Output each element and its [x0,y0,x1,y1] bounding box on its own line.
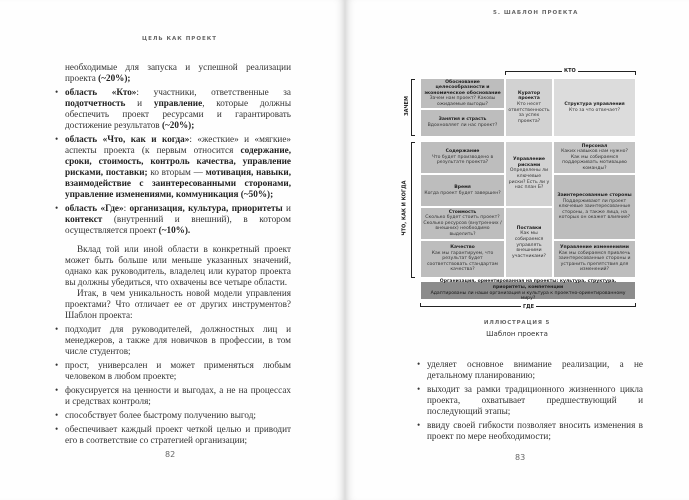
list-item [65,360,291,382]
text: (внутренний и внешний), в котором осуществляется проект [65,214,291,235]
cell-scope: Содержание Что будет производено в результате проекта? [420,141,505,174]
list-item [427,359,643,381]
bold-text: (~10%). [158,225,191,235]
list-item [65,134,291,200]
cell-governance: Структура управления Кто за что отвечает? [553,78,636,137]
figure-caption: Шаблон проекта [486,330,548,338]
text: : «жесткие» и «мягкие» аспекты проекта (к первым относится [65,134,291,155]
bold-text: мотивация, навыки, взаимодействие с заинтересованными сторонами, управление изменениями, коммуникация [65,167,291,199]
cell-sponsor: Куратор проекта Кто несет ответственность за успех проекта? [505,78,553,137]
cell-procurement: Поставки Как мы собираемся управлять внешними участниками? [505,207,553,278]
list-item [65,324,291,357]
paragraph [65,288,291,321]
text: и [125,98,154,108]
cell-quality: Качество Как мы гарантируем, что результат будет соответствовать стандартам качества? [420,240,505,278]
list-item [65,203,291,236]
cell-organization: Организация, ориентированная на проекты: культура, структура, приоритеты, компетенции Адаптированы ли наши организация и культура к проектно-ориентированному миру? [420,281,636,300]
text: ко вторым — [147,167,206,177]
bullet-list [65,324,291,446]
text: : участники, ответственные за [136,87,291,97]
cell-stakeholders: Заинтересованные стороны Поддерживают ли проект ключевые заинтересованные стороны, а также лица, на которых он окажет влияние? [553,174,636,240]
text: ввиду своей гибкости позволяет вносить изменения в проект по мере необходимости; [427,420,643,441]
text: , которые должны обеспечить проект ресурсами и гарантировать достижение результатов [65,98,291,130]
text: фокусируется на ценности и выгодах, а не на процессах и средствах контроля; [65,385,291,406]
figure-label: ИЛЛЮСТРАЦИЯ 5 [483,320,551,326]
text: способствует более быстрому получению выгод; [65,410,256,420]
bold-text: область «Кто» [65,87,137,97]
cell-change: Управление изменениями Как мы собираемся привлечь заинтересованные стороны и устранить препятствия для изменений? [553,240,636,278]
text: Итак, в чем уникальность новой модели управления проектами? Что отличает ее от других инструментов? Шаблон проекта: [65,288,291,320]
list-item [65,87,291,131]
list-item [427,384,643,417]
bold-text: область «Где» [65,203,124,213]
left-body-text [65,62,291,449]
paragraph [65,244,291,288]
cell-people: Персонал Каких навыков нам нужно? Как мы собираемся поддерживать мотивацию команды? [553,141,636,174]
list-item [427,420,643,442]
cell-risk: Управление рисками Определены ли ключевые риски? Есть ли у нас план Б? [505,141,553,207]
bold-text: (~50%); [238,189,274,199]
list-item [65,410,291,421]
running-header: ЦЕЛЬ КАК ПРОЕКТ [142,36,218,42]
text: подходит для руководителей, должностных лиц и менеджеров, а также для новичков в профессии, в том числе студентов; [65,324,291,356]
cell-time: Время Когда проект будет завершен? [420,174,505,207]
bold-text: область «Что, как и когда» [65,134,190,144]
why-bracket [411,79,415,136]
text: необходимые для запуска и успешной реализации проекта [65,62,291,83]
what-bracket [411,142,415,278]
text: Вклад той или иной области в конкретный проект может быть больше или меньше указанных значений, однако как руководитель, владелец или куратор проекта вы должны убедиться, что охвачены все четыре области. [65,244,291,287]
bold-text: (~20%); [161,120,195,130]
bold-text: подотчетность [65,98,126,108]
bold-text: содержание, сроки, стоимость, контроль качества, управление рисками, поставки; [65,145,291,177]
bold-text: организация, культура, приоритеты [129,203,283,213]
text: обеспечивает каждый проект четкой целью и приводит его в соответствие со стратегией организации; [65,424,291,445]
where-label: ГДЕ [523,304,535,310]
why-label: ЗАЧЕМ [403,96,410,116]
right-body-text [427,356,643,445]
bold-text: (~20%); [98,73,131,83]
running-header: 5. ШАБЛОН ПРОЕКТА [493,10,579,16]
cell-justification: Обоснование целесообразности и экономическое обоснование Зачем нам проект? Каковы ожидаемые выгоды? [420,78,505,109]
page-number: 82 [165,450,176,459]
list-item [65,424,291,446]
who-label: КТО [564,68,576,74]
text: уделяет основное внимание реализации, а не детальному планированию; [427,359,643,380]
text: выходит за рамки традиционного жизненного цикла проекта, охватывает предшествующий и последующий этапы; [427,384,643,416]
page-number: 83 [515,453,526,462]
bullet-list [427,359,643,442]
right-page [345,0,689,500]
what-label: ЧТО, КАК И КОГДА [401,180,408,236]
cell-cost: Стоимость Сколько будет стоить проект? Сколько ресурсов (внутренних / внешних) необходимо выделить? [420,207,505,240]
text: и [282,203,291,213]
bullet-list [65,87,291,236]
text: прост, универсален и может применяться любым человеком в любом проекте; [65,360,291,381]
paragraph [65,62,291,84]
cell-commitment: Занятия и страсть Вдохновляет ли нас проект? [420,109,505,137]
text: : [123,203,130,213]
bold-text: контекст [65,214,103,224]
bold-text: управление [153,98,203,108]
list-item [65,385,291,407]
